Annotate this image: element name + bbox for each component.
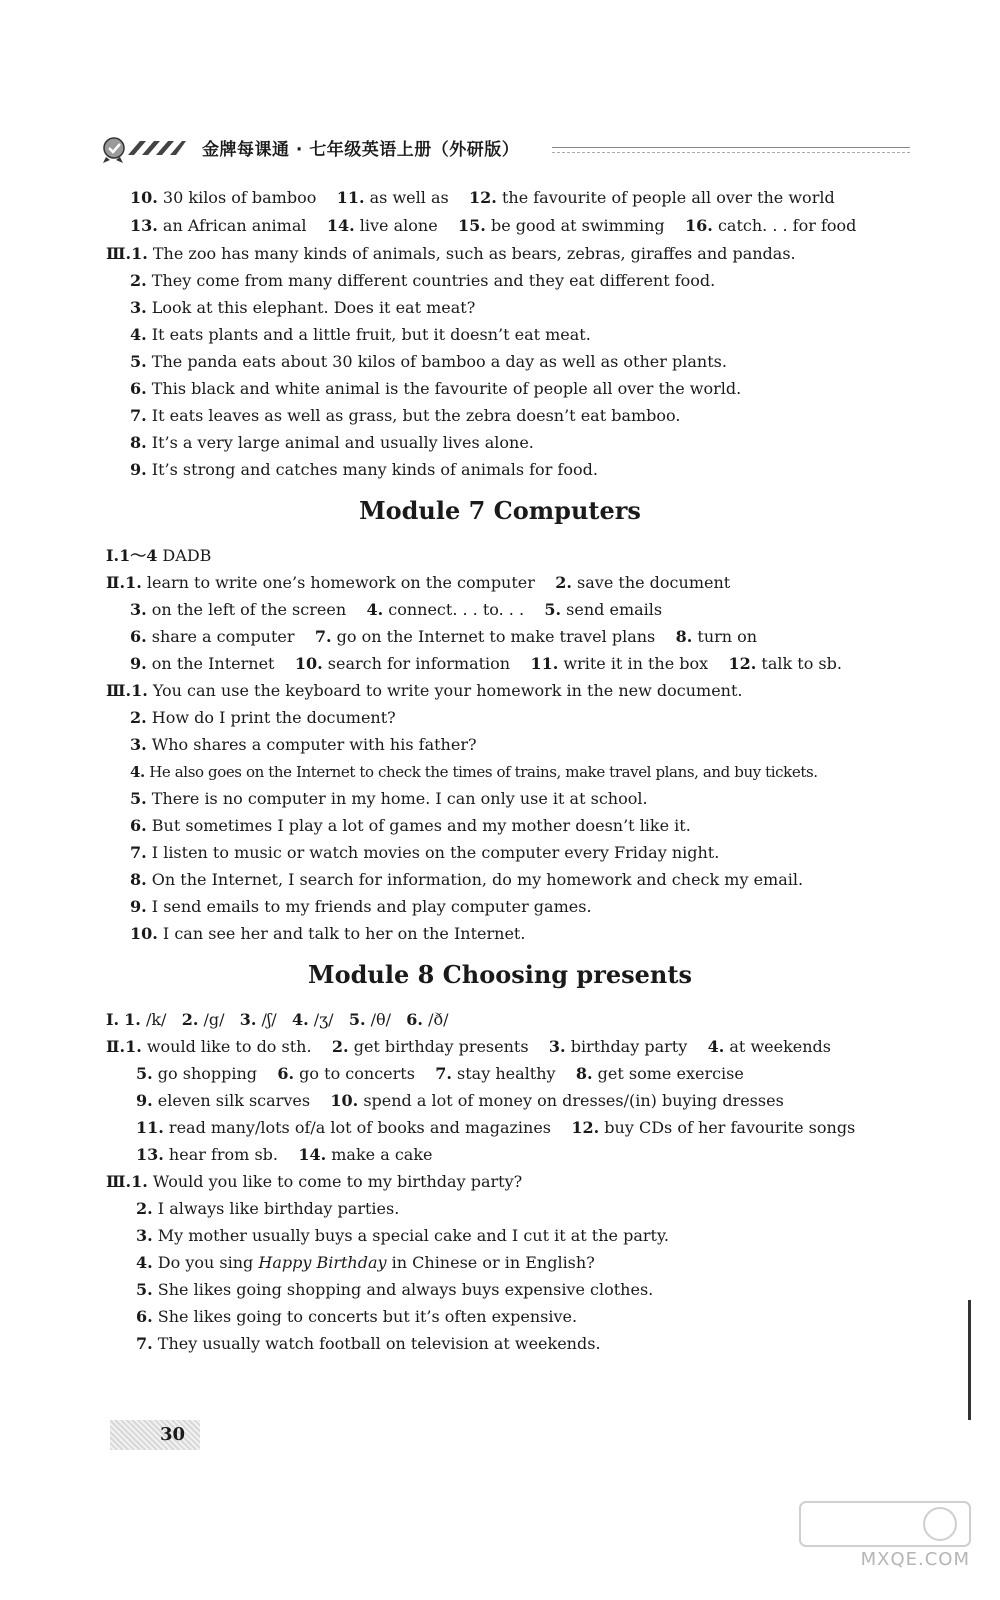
m6-sec3-item: 9. It’s strong and catches many kinds of animals for food. — [130, 460, 598, 479]
m8-sec2-line: 13. hear from sb. 14. make a cake — [136, 1145, 433, 1164]
m7-sec3-item: 5. There is no computer in my home. I can only use it at school. — [130, 789, 648, 808]
m8-sec3-item: 4. Do you sing Happy Birthday in Chinese or in English? — [136, 1253, 595, 1272]
m6-sec3-item: 3. Look at this elephant. Does it eat meat? — [130, 298, 476, 317]
m8-sec1: Ⅰ. 1. /k/ 2. /g/ 3. /ʃ/ 4. /ʒ/ 5. /θ/ 6. /ð/ — [106, 1010, 449, 1029]
m7-sec3-item: Ⅲ.1. You can use the keyboard to write your homework in the new document. — [106, 681, 743, 700]
m8-sec2-line: Ⅱ.1. would like to do sth. 2. get birthday presents 3. birthday party 4. at weekends — [106, 1037, 831, 1056]
m6-sec2-line-b: 13. an African animal 14. live alone 15. be good at swimming 16. catch. . . for food — [130, 216, 857, 235]
m6-sec3-item: 5. The panda eats about 30 kilos of bamboo a day as well as other plants. — [130, 352, 727, 371]
m8-sec3-item: 3. My mother usually buys a special cake and I cut it at the party. — [136, 1226, 669, 1245]
m7-sec3-item: 9. I send emails to my friends and play computer games. — [130, 897, 592, 916]
header-rule — [552, 147, 910, 153]
watermark-text: MXQE.COM — [860, 1549, 970, 1570]
m7-sec3-item: 3. Who shares a computer with his father? — [130, 735, 477, 754]
m7-sec3-item: 10. I can see her and talk to her on the Internet. — [130, 924, 526, 943]
m7-sec1: Ⅰ.1～4 DADB — [106, 546, 212, 565]
m6-sec2-line-a: 10. 30 kilos of bamboo 11. as well as 12. the favourite of people all over the world — [130, 188, 835, 207]
medal-ribbon-icon — [100, 135, 190, 163]
m8-sec2-line: 9. eleven silk scarves 10. spend a lot of money on dresses/(in) buying dresses — [136, 1091, 784, 1110]
m8-sec2-line: 11. read many/lots of/a lot of books and magazines 12. buy CDs of her favourite songs — [136, 1118, 856, 1137]
m6-sec3-item: Ⅲ.1. The zoo has many kinds of animals, such as bears, zebras, giraffes and pandas. — [106, 244, 796, 263]
m7-sec3-item: 2. How do I print the document? — [130, 708, 396, 727]
m7-sec2-line: Ⅱ.1. learn to write one’s homework on the computer 2. save the document — [106, 573, 731, 592]
m8-sec3-item: 6. She likes going to concerts but it’s often expensive. — [136, 1307, 578, 1326]
m7-sec3-item: 8. On the Internet, I search for information, do my homework and check my email. — [130, 870, 804, 889]
page-header — [100, 133, 910, 167]
book-title: 金牌每课通 · 七年级英语上册（外研版） — [202, 140, 520, 160]
scan-edge-mark — [968, 1300, 971, 1420]
m8-sec3-item: 2. I always like birthday parties. — [136, 1199, 400, 1218]
m7-sec3-item: 7. I listen to music or watch movies on the computer every Friday night. — [130, 843, 720, 862]
m8-sec3-item: 5. She likes going shopping and always buys expensive clothes. — [136, 1280, 654, 1299]
m6-sec3-item: 7. It eats leaves as well as grass, but the zebra doesn’t eat bamboo. — [130, 406, 681, 425]
page-number: 30 — [160, 1424, 186, 1445]
m6-sec3-item: 6. This black and white animal is the favourite of people all over the world. — [130, 379, 742, 398]
m8-sec3-item: Ⅲ.1. Would you like to come to my birthday party? — [106, 1172, 523, 1191]
m8-sec2-line: 5. go shopping 6. go to concerts 7. stay healthy 8. get some exercise — [136, 1064, 744, 1083]
m6-sec3-item: 8. It’s a very large animal and usually lives alone. — [130, 433, 534, 452]
module-8-title: Module 8 Choosing presents — [308, 960, 692, 989]
m8-sec3-item: 7. They usually watch football on television at weekends. — [136, 1334, 601, 1353]
m6-sec3-item: 4. It eats plants and a little fruit, but it doesn’t eat meat. — [130, 325, 591, 344]
m6-sec3-item: 2. They come from many different countries and they eat different food. — [130, 271, 716, 290]
m7-sec2-line: 3. on the left of the screen 4. connect. . . to. . . 5. send emails — [130, 600, 663, 619]
m7-sec2-line: 6. share a computer 7. go on the Internet to make travel plans 8. turn on — [130, 627, 758, 646]
m7-sec2-line: 9. on the Internet 10. search for information 11. write it in the box 12. talk to sb. — [130, 654, 842, 673]
m7-sec3-item: 6. But sometimes I play a lot of games and my mother doesn’t like it. — [130, 816, 691, 835]
module-7-title: Module 7 Computers — [359, 496, 641, 525]
page-number-box — [110, 1420, 200, 1450]
m7-sec3-item: 4. He also goes on the Internet to check the times of trains, make travel plans, and buy tickets. — [130, 763, 818, 781]
